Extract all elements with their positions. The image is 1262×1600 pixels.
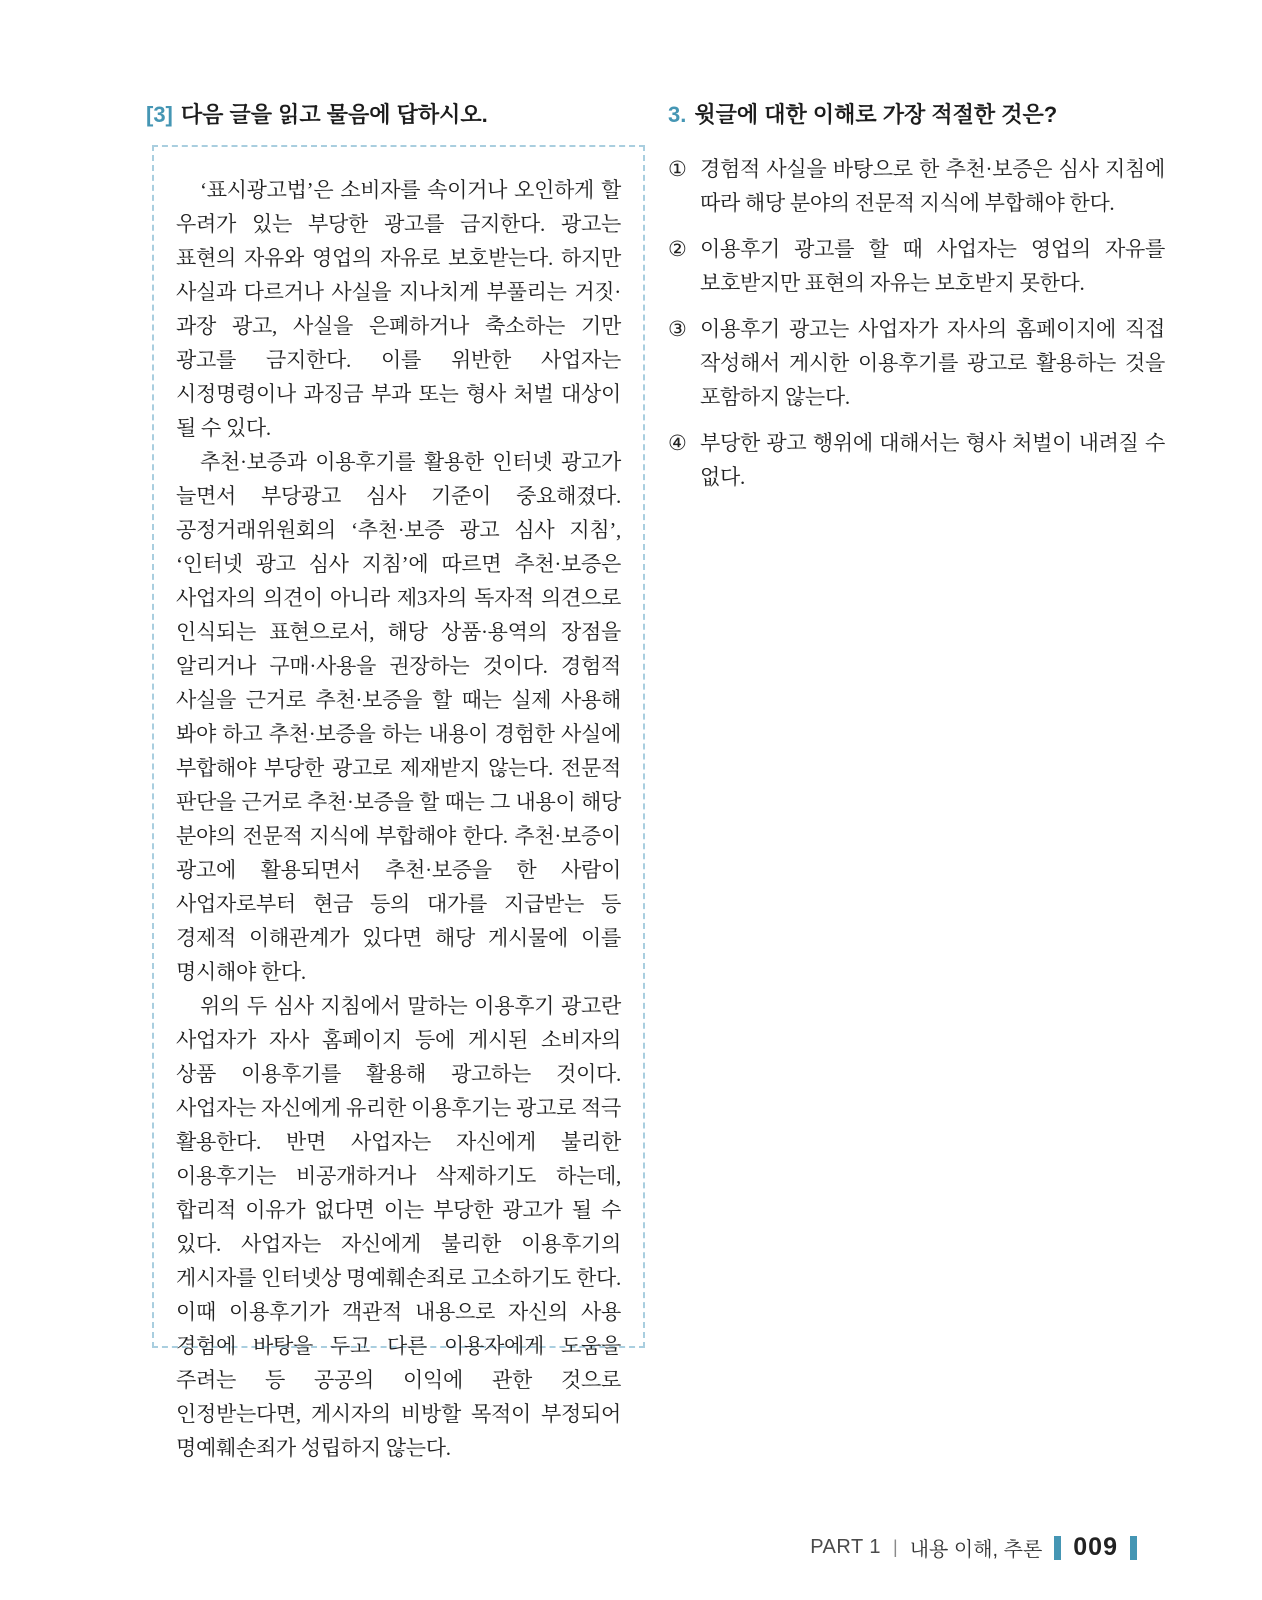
option-4-marker: ④ (668, 431, 687, 455)
question-column (668, 100, 1165, 506)
footer-separator: | (893, 1537, 898, 1557)
passage-prompt-title: 다음 글을 읽고 물음에 답하시오. (180, 102, 488, 127)
page-footer (810, 1533, 1137, 1562)
passage-paragraph: 위의 두 심사 지침에서 말하는 이용후기 광고란 사업자가 자사 홈페이지 등에 게시된 소비자의 상품 이용후기를 활용해 광고하는 것이다. 사업자는 자신에게 유리한 이용후기는 광고로 적극 활용한다. 반면 사업자는 자신에게 불리한 이용후기는 비공개하거나 삭제하기도 하는데, 합리적 이유가 없다면 이는 부당한 광고가 될 수 있다. 사업자는 자신에게 불리한 이용후기의 게시자를 인터넷상 명예훼손죄로 고소하기도 한다. 이때 이용후기가 객관적 내용으로 자신의 사용 경험에 바탕을 두고 다른 이용자에게 도움을 주려는 등 공공의 이익에 관한 것으로 인정받는다면, 게시자의 비방할 목적이 부정되어 명예훼손죄가 성립하지 않는다. (176, 994, 621, 1460)
footer-section-label: 내용 이해, 추론 (909, 1539, 1043, 1561)
passage-number-label: [3] (146, 102, 173, 127)
question-number: 3. (668, 102, 687, 127)
option-2-text: 이용후기 광고를 할 때 사업자는 영업의 자유를 보호받지만 표현의 자유는 보호받지 못한다. (700, 237, 1165, 295)
question-text: 윗글에 대한 이해로 가장 적절한 것은? (694, 102, 1058, 127)
passage-box (152, 145, 645, 1460)
passage-paragraph: ‘표시광고법’은 소비자를 속이거나 오인하게 할 우려가 있는 부당한 광고를 금지한다. 광고는 표현의 자유와 영업의 자유로 보호받는다. 하지만 사실과 다르거나 사실을 지나치게 부풀리는 거짓·과장 광고, 사실을 은폐하거나 축소하는 기만 광고를 금지한다. 이를 위반한 사업자는 시정명령이나 과징금 부과 또는 형사 처벌 대상이 될 수 있다. (176, 178, 621, 440)
footer-accent-bar (1130, 1536, 1137, 1560)
answer-option-2[interactable] (668, 232, 1165, 300)
answer-option-3[interactable] (668, 312, 1165, 414)
option-4-text: 부당한 광고 행위에 대해서는 형사 처벌이 내려질 수 없다. (700, 431, 1165, 489)
footer-part-label: PART 1 (810, 1536, 881, 1558)
answer-option-4[interactable] (668, 426, 1165, 494)
option-1-marker: ① (668, 157, 687, 181)
passage-prompt-header (146, 100, 488, 130)
answer-option-1[interactable] (668, 152, 1165, 220)
page-number: 009 (1073, 1533, 1118, 1561)
option-1-text: 경험적 사실을 바탕으로 한 추천·보증은 심사 지침에 따라 해당 분야의 전문적 지식에 부합해야 한다. (700, 157, 1165, 215)
footer-accent-bar (1054, 1536, 1061, 1560)
question-header (668, 100, 1165, 130)
option-3-text: 이용후기 광고는 사업자가 자사의 홈페이지에 직접 작성해서 게시한 이용후기를 광고로 활용하는 것을 포함하지 않는다. (700, 317, 1165, 409)
answer-options-list (668, 152, 1165, 494)
option-2-marker: ② (668, 237, 687, 261)
passage-paragraph: 추천·보증과 이용후기를 활용한 인터넷 광고가 늘면서 부당광고 심사 기준이 중요해졌다. 공정거래위원회의 ‘추천·보증 광고 심사 지침’, ‘인터넷 광고 심사 지침’에 따르면 추천·보증은 사업자의 의견이 아니라 제3자의 독자적 의견으로 인식되는 표현으로서, 해당 상품·용역의 장점을 알리거나 구매·사용을 권장하는 것이다. 경험적 사실을 근거로 추천·보증을 할 때는 실제 사용해 봐야 하고 추천·보증을 하는 내용이 경험한 사실에 부합해야 부당한 광고로 제재받지 않는다. 전문적 판단을 근거로 추천·보증을 할 때는 그 내용이 해당 분야의 전문적 지식에 부합해야 한다. 추천·보증이 광고에 활용되면서 추천·보증을 한 사람이 사업자로부터 현금 등의 대가를 지급받는 등 경제적 이해관계가 있다면 해당 게시물에 이를 명시해야 한다. (176, 450, 621, 984)
option-3-marker: ③ (668, 317, 687, 341)
